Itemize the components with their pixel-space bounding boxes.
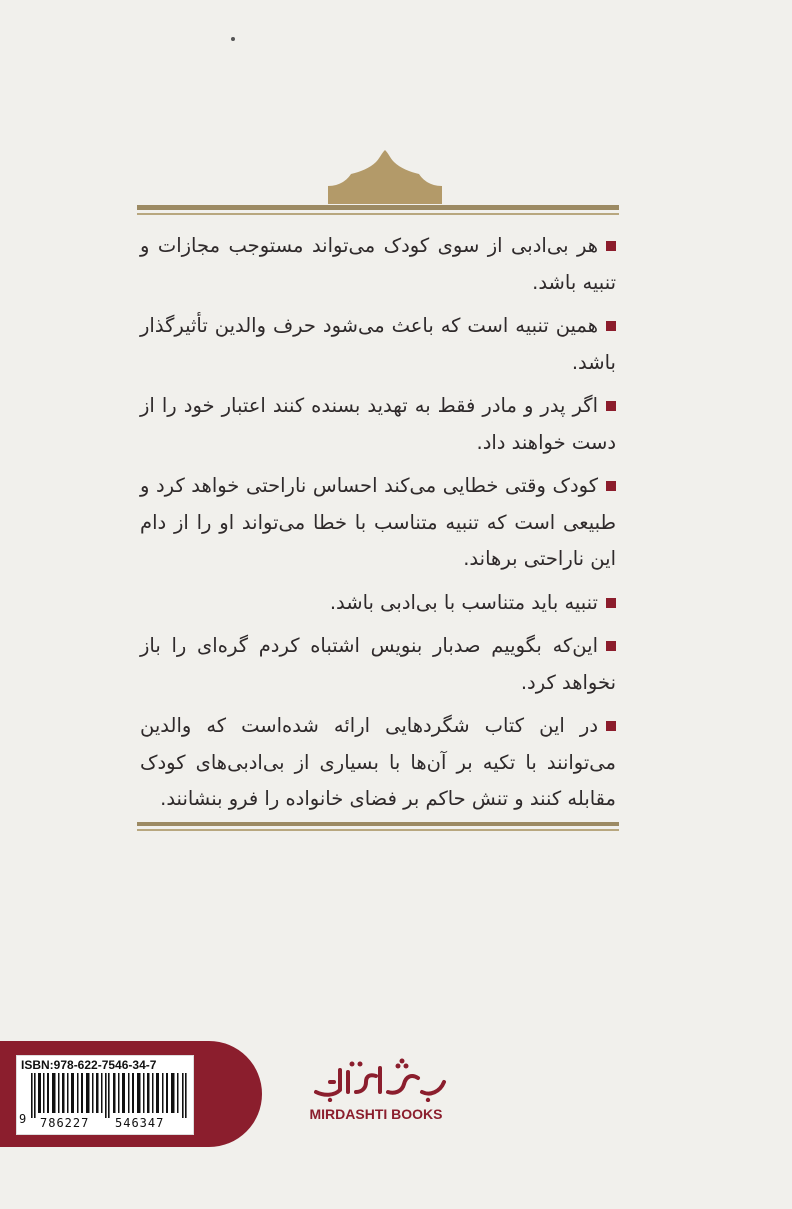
- paragraph-6: [140, 628, 616, 701]
- paragraph-4: [140, 468, 616, 578]
- paragraph-text: همین تنبیه است که باعث می‌شود حرف والدین تأثیرگذار باشد.: [140, 314, 616, 374]
- bullet-square-icon: [606, 321, 616, 331]
- paragraph-1: [140, 228, 616, 301]
- barcode-digits-right: 546347: [115, 1116, 165, 1130]
- paragraph-text: کودک وقتی خطایی می‌کند احساس ناراحتی خواهد کرد و طبیعی است که تنبیه متناسب با خطا می‌تواند او را از دام این ناراحتی برهاند.: [140, 474, 616, 570]
- paragraph-text: تنبیه باید متناسب با بی‌ادبی باشد.: [329, 590, 598, 614]
- bullet-square-icon: [606, 241, 616, 251]
- rule-line: [137, 829, 619, 831]
- barcode-digit-first: 9: [19, 1112, 27, 1126]
- bullet-square-icon: [606, 481, 616, 491]
- paragraph-3: [140, 388, 616, 461]
- publisher-logo: [296, 1058, 456, 1128]
- dome-ornament: [0, 0, 792, 230]
- paragraph-text: هر بی‌ادبی از سوی کودک می‌تواند مستوجب مجازات و تنبیه باشد.: [140, 234, 616, 294]
- bullet-square-icon: [606, 401, 616, 411]
- paragraph-5: [140, 585, 616, 622]
- rule-line: [137, 822, 619, 826]
- publisher-logo-mark-icon: [310, 1058, 450, 1102]
- paragraph-2: [140, 308, 616, 381]
- isbn-label: ISBN:978-622-7546-34-7: [21, 1058, 157, 1072]
- paragraph-7: [140, 708, 616, 818]
- bullet-square-icon: [606, 598, 616, 608]
- bottom-rule: [137, 822, 619, 832]
- barcode-digits-left: 786227: [40, 1116, 90, 1130]
- bullet-square-icon: [606, 721, 616, 731]
- publisher-name: MIRDASHTI BOOKS: [309, 1106, 443, 1122]
- paragraph-text: در این کتاب شگردهایی ارائه شده‌است که والدین می‌توانند با تکیه بر آن‌ها با بسیاری از بی‌ادبی‌های کودک مقابله کنند و تنش حاکم بر فضای خانواده را فرو بنشانند.: [140, 714, 616, 810]
- bullet-square-icon: [606, 641, 616, 651]
- barcode-icon: [31, 1073, 187, 1118]
- paragraph-text: این‌که بگوییم صدبار بنویس اشتباه کردم گره‌ای را باز نخواهد کرد.: [140, 634, 616, 694]
- description-text: [140, 228, 616, 825]
- paragraph-text: اگر پدر و مادر فقط به تهدید بسنده کنند اعتبار خود را از دست خواهند داد.: [140, 394, 616, 454]
- isbn-barcode-box: [16, 1055, 194, 1135]
